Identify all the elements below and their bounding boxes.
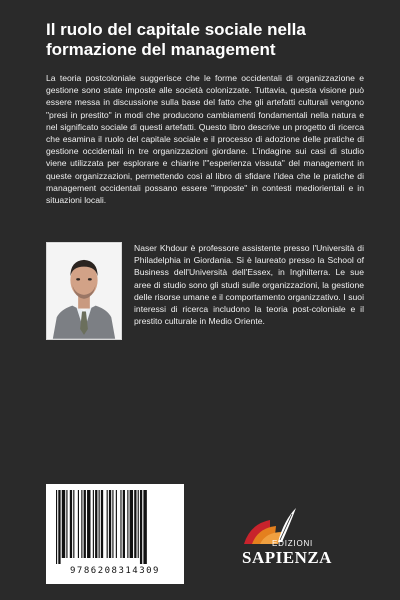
author-photo <box>46 242 122 340</box>
barcode-bar <box>93 490 94 558</box>
barcode-bar <box>70 490 72 558</box>
barcode-bar <box>73 490 74 558</box>
publisher-logo <box>236 506 336 566</box>
barcode-bar <box>101 490 103 558</box>
barcode-bar <box>116 490 117 558</box>
barcode-bar <box>143 490 146 564</box>
barcode-bar <box>56 490 57 564</box>
barcode-bar <box>62 490 65 558</box>
author-portrait-image <box>47 243 121 339</box>
barcode-bar <box>123 490 125 558</box>
barcode-bar <box>87 490 90 558</box>
barcode-bar <box>127 490 128 558</box>
barcode-bar <box>99 490 100 558</box>
barcode-bar <box>130 490 133 558</box>
book-synopsis: La teoria postcoloniale suggerisce che le forme occidentali di organizzazione e gestione sono state imposte alle società colonizzate. Tuttavia, questa visione può essere messa in discussione sulla base del fatto che gli artefatti culturali vengono "presi in prestito" in modi che producono cambiamenti fondamentali nella natura e nel significato sociale di questi artefatti. Questo libro descrive un progetto di ricerca che esamina il ruolo del capitale sociale e il processo di adozione delle pratiche di gestione occidentali in tre organizzazioni giordane. L'indagine sui casi di studio viene utilizzata per esplorare e chiarire l'"esperienza vissuta" del management in queste organizzazioni, permettendo così al libro di sfidare l'idea che le pratiche di management occidentali possano essere "imposte" in contesti mediorientali e in situazioni locali. <box>46 73 364 206</box>
barcode-bar <box>134 490 136 558</box>
publisher-name: SAPIENZA <box>242 548 332 567</box>
barcode-bar <box>66 490 67 558</box>
barcode-bar <box>78 490 79 558</box>
isbn-number: 9786208314309 <box>70 566 160 576</box>
barcode-bar <box>81 490 82 558</box>
barcode-bar <box>84 490 86 558</box>
barcode-bar <box>138 490 139 558</box>
barcode-bar <box>140 490 142 564</box>
barcode-bar <box>120 490 121 558</box>
barcode-bar <box>112 490 113 558</box>
isbn-barcode <box>46 484 184 584</box>
barcode-bar <box>107 490 108 558</box>
barcode-bar <box>58 490 60 564</box>
book-title: Il ruolo del capitale sociale nella formazione del management <box>46 20 306 59</box>
publisher-label: EDIZIONI <box>272 539 314 548</box>
author-bio: Naser Khdour è professore assistente presso l'Università di Philadelphia in Giordania. Si è laureato presso la School of Business dell'Università dell'Essex, in Inghilterra. Le sue aree di studio sono gli studi sulle organizzazioni, la gestione delle risorse umane e il comportamento organizzativo. I suoi interessi di ricerca includono la teoria post-coloniale e il prestito culturale in Medio Oriente. <box>134 243 364 327</box>
barcode-bar <box>95 490 97 558</box>
barcode-bars <box>54 490 176 564</box>
barcode-bar <box>109 490 111 558</box>
